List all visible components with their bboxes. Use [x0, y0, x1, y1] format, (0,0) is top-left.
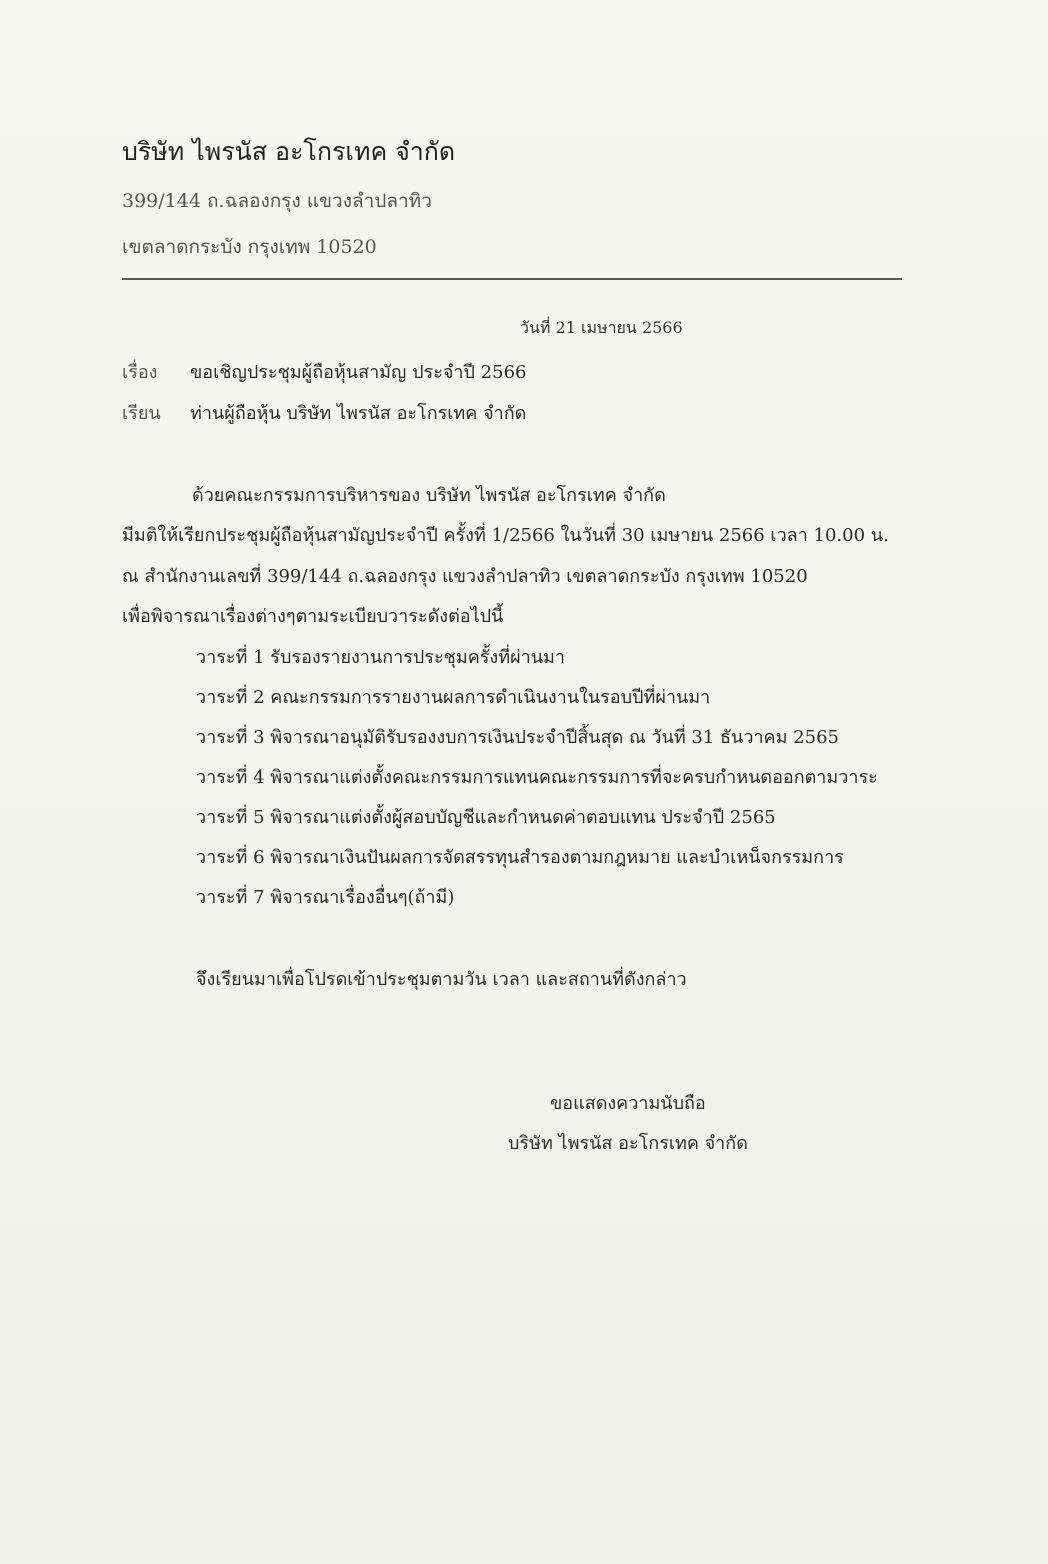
- subject-label: เรื่อง: [122, 362, 158, 383]
- body-line: เพื่อพิจารณาเรื่องต่างๆตามระเบียบวาระดังต่อไปนี้: [122, 606, 504, 627]
- company-name: บริษัท ไพรนัส อะโกรเทค จำกัด: [122, 137, 456, 166]
- letter-date: วันที่ 21 เมษายน 2566: [520, 318, 683, 337]
- signatory: บริษัท ไพรนัส อะโกรเทค จำกัด: [508, 1133, 748, 1154]
- agenda-item-1: วาระที่ 1 รับรองรายงานการประชุมครั้งที่ผ่านมา: [196, 647, 566, 668]
- agenda-item-2: วาระที่ 2 คณะกรรมการรายงานผลการดำเนินงานในรอบปีที่ผ่านมา: [196, 687, 711, 708]
- company-address-line1: 399/144 ถ.ฉลองกรุง แขวงลำปลาทิว: [122, 190, 432, 212]
- recipient-label: เรียน: [122, 403, 161, 424]
- subject-text: ขอเชิญประชุมผู้ถือหุ้นสามัญ ประจำปี 2566: [190, 362, 527, 383]
- agenda-item-4: วาระที่ 4 พิจารณาแต่งตั้งคณะกรรมการแทนคณะกรรมการที่จะครบกำหนดออกตามวาระ: [196, 767, 878, 788]
- agenda-item-7: วาระที่ 7 พิจารณาเรื่องอื่นๆ(ถ้ามี): [196, 887, 455, 908]
- company-address-line2: เขตลาดกระบัง กรุงเทพ 10520: [122, 236, 377, 258]
- closing-paragraph: จึงเรียนมาเพื่อโปรดเข้าประชุมตามวัน เวลา และสถานที่ดังกล่าว: [196, 969, 687, 990]
- recipient-text: ท่านผู้ถือหุ้น บริษัท ไพรนัส อะโกรเทค จำกัด: [190, 403, 527, 424]
- agenda-item-5: วาระที่ 5 พิจารณาแต่งตั้งผู้สอบบัญชีและกำหนดค่าตอบแทน ประจำปี 2565: [196, 807, 776, 828]
- agenda-item-3: วาระที่ 3 พิจารณาอนุมัติรับรองงบการเงินประจำปีสิ้นสุด ณ วันที่ 31 ธันวาคม 2565: [196, 727, 839, 748]
- body-line: ณ สำนักงานเลขที่ 399/144 ถ.ฉลองกรุง แขวงลำปลาทิว เขตลาดกระบัง กรุงเทพ 10520: [122, 566, 808, 587]
- agenda-item-6: วาระที่ 6 พิจารณาเงินปันผลการจัดสรรทุนสำรองตามกฎหมาย และบำเหน็จกรรมการ: [196, 847, 844, 868]
- letterhead-divider: [122, 278, 902, 280]
- body-line: ด้วยคณะกรรมการบริหารของ บริษัท ไพรนัส อะโกรเทค จำกัด: [192, 485, 666, 506]
- body-line: มีมติให้เรียกประชุมผู้ถือหุ้นสามัญประจำปี ครั้งที่ 1/2566 ในวันที่ 30 เมษายน 2566 เวลา 10.00 น.: [122, 525, 889, 546]
- sign-off: ขอแสดงความนับถือ: [550, 1093, 706, 1114]
